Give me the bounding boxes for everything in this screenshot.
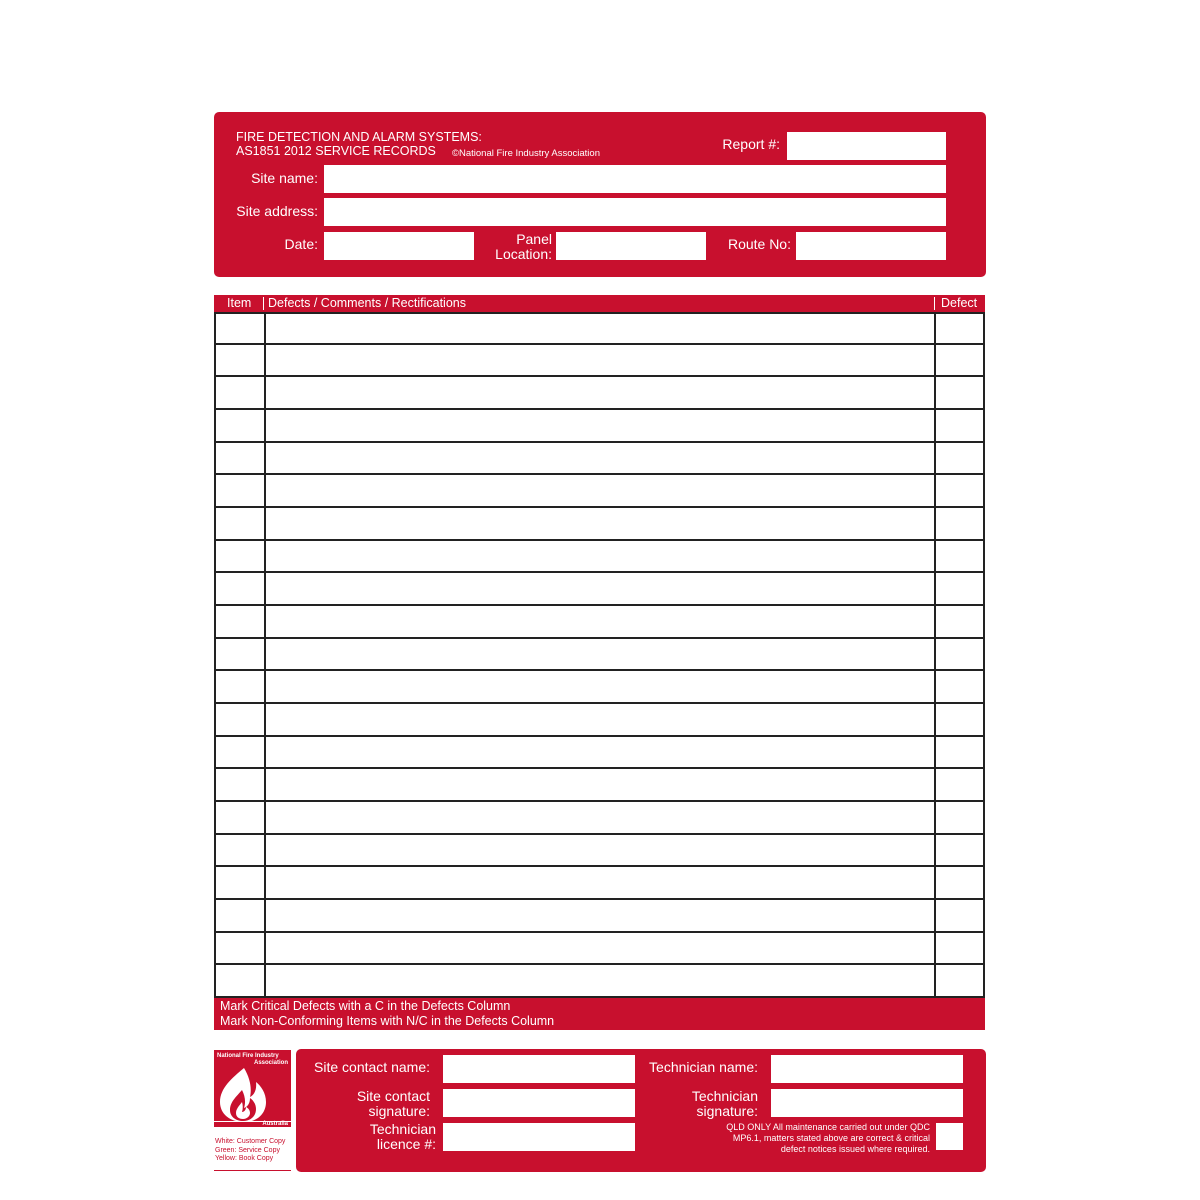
comment-cell[interactable] (264, 606, 934, 637)
item-cell[interactable] (216, 900, 264, 931)
comment-cell[interactable] (264, 345, 934, 376)
site-contact-signature-label-line-1: Site contact (356, 1088, 430, 1104)
defect-cell[interactable] (934, 933, 983, 964)
item-cell[interactable] (216, 639, 264, 670)
table-row (216, 312, 983, 345)
legend-critical-note: Mark Critical Defects with a C in the Defects Column (220, 999, 511, 1013)
item-cell[interactable] (216, 965, 264, 996)
defect-cell[interactable] (934, 541, 983, 572)
item-cell[interactable] (216, 769, 264, 800)
table-row (216, 573, 983, 606)
site-contact-signature-label (357, 1089, 430, 1119)
comment-cell[interactable] (264, 671, 934, 702)
site-address-field[interactable] (324, 198, 946, 226)
form-title-line-2: AS1851 2012 SERVICE RECORDS (236, 144, 436, 158)
comment-cell[interactable] (264, 900, 934, 931)
logo-country: Australia (262, 1121, 288, 1127)
qld-note-line-1: QLD ONLY All maintenance carried out under QDC (726, 1122, 930, 1132)
comment-cell[interactable] (264, 475, 934, 506)
item-cell[interactable] (216, 443, 264, 474)
comment-cell[interactable] (264, 802, 934, 833)
table-row (216, 377, 983, 410)
item-cell[interactable] (216, 475, 264, 506)
copyright-notice: ©National Fire Industry Association (452, 148, 600, 159)
defect-cell[interactable] (934, 965, 983, 996)
technician-licence-label (370, 1122, 436, 1152)
form-title-line-1: FIRE DETECTION AND ALARM SYSTEMS: (236, 130, 482, 144)
item-cell[interactable] (216, 377, 264, 408)
table-row (216, 704, 983, 737)
defect-cell[interactable] (934, 314, 983, 343)
defect-cell[interactable] (934, 835, 983, 866)
qld-confirm-box[interactable] (936, 1123, 963, 1150)
technician-signature-label-line-2: signature: (696, 1103, 758, 1119)
table-header (214, 295, 985, 312)
comment-cell[interactable] (264, 867, 934, 898)
site-contact-signature-label-line-2: signature: (368, 1103, 430, 1119)
table-row (216, 835, 983, 868)
item-cell[interactable] (216, 345, 264, 376)
item-cell[interactable] (216, 704, 264, 735)
table-row (216, 933, 983, 966)
legend-nonconforming-note: Mark Non-Conforming Items with N/C in the Defects Column (220, 1014, 555, 1028)
item-cell[interactable] (216, 573, 264, 604)
comment-cell[interactable] (264, 443, 934, 474)
panel-location-label-line-1: Panel (516, 231, 552, 247)
comment-cell[interactable] (264, 769, 934, 800)
defect-cell[interactable] (934, 737, 983, 768)
defect-cell[interactable] (934, 475, 983, 506)
qld-compliance-note (726, 1122, 930, 1155)
route-no-field[interactable] (796, 232, 946, 260)
header-panel (214, 112, 986, 277)
column-divider (263, 297, 264, 310)
table-row (216, 867, 983, 900)
comment-cell[interactable] (264, 541, 934, 572)
table-row (216, 671, 983, 704)
item-cell[interactable] (216, 508, 264, 539)
site-name-field[interactable] (324, 165, 946, 193)
flame-icon (214, 1064, 274, 1124)
table-row (216, 410, 983, 443)
technician-name-field[interactable] (771, 1055, 963, 1083)
item-cell[interactable] (216, 835, 264, 866)
item-cell[interactable] (216, 671, 264, 702)
signoff-panel (296, 1049, 986, 1172)
table-row (216, 737, 983, 770)
item-cell[interactable] (216, 737, 264, 768)
table-row (216, 508, 983, 541)
item-cell[interactable] (216, 541, 264, 572)
comment-cell[interactable] (264, 573, 934, 604)
defect-cell[interactable] (934, 345, 983, 376)
table-row (216, 606, 983, 639)
defect-cell[interactable] (934, 639, 983, 670)
logo-org-line-1: National Fire Industry (217, 1053, 279, 1059)
site-name-label: Site name: (251, 170, 318, 186)
date-label: Date: (284, 236, 318, 252)
table-row (216, 443, 983, 476)
copy-legend-yellow: Yellow: Book Copy (215, 1155, 274, 1162)
technician-signature-label-line-1: Technician (691, 1088, 758, 1104)
defect-cell[interactable] (934, 508, 983, 539)
comment-cell[interactable] (264, 508, 934, 539)
defect-cell[interactable] (934, 443, 983, 474)
comment-cell[interactable] (264, 835, 934, 866)
table-row (216, 475, 983, 508)
table-row (216, 965, 983, 998)
report-number-label: Report #: (722, 136, 780, 152)
defect-cell[interactable] (934, 867, 983, 898)
defect-cell[interactable] (934, 671, 983, 702)
defect-cell[interactable] (934, 704, 983, 735)
item-cell[interactable] (216, 410, 264, 441)
technician-name-label: Technician name: (649, 1059, 758, 1075)
column-header-defect: Defect (941, 296, 978, 310)
technician-licence-label-line-1: Technician (369, 1121, 436, 1137)
table-row (216, 802, 983, 835)
technician-signature-label (692, 1089, 758, 1119)
column-divider (934, 297, 935, 310)
comment-cell[interactable] (264, 639, 934, 670)
nfia-logo (214, 1050, 291, 1127)
table-row (216, 541, 983, 574)
comment-cell[interactable] (264, 377, 934, 408)
column-header-comments: Defects / Comments / Rectifications (268, 296, 466, 310)
date-field[interactable] (324, 232, 474, 260)
site-address-label: Site address: (236, 203, 318, 219)
comment-cell[interactable] (264, 410, 934, 441)
defect-cell[interactable] (934, 606, 983, 637)
copy-legend-white: White: Customer Copy (215, 1138, 286, 1145)
defect-cell[interactable] (934, 410, 983, 441)
item-cell[interactable] (216, 606, 264, 637)
logo-org-line-2: Association (253, 1060, 288, 1066)
panel-location-field[interactable] (556, 232, 706, 260)
site-contact-name-field[interactable] (443, 1055, 635, 1083)
comment-cell[interactable] (264, 704, 934, 735)
report-number-field[interactable] (787, 132, 946, 160)
table-row (216, 769, 983, 802)
defect-cell[interactable] (934, 802, 983, 833)
comment-cell[interactable] (264, 314, 934, 343)
site-contact-name-label: Site contact name: (314, 1059, 430, 1075)
defect-cell[interactable] (934, 769, 983, 800)
technician-signature-field[interactable] (771, 1089, 963, 1117)
defect-cell[interactable] (934, 900, 983, 931)
copy-legend-green: Green: Service Copy (215, 1146, 280, 1154)
logo-underline (214, 1170, 291, 1171)
item-cell[interactable] (216, 314, 264, 343)
table-row (216, 900, 983, 933)
item-cell[interactable] (216, 867, 264, 898)
site-contact-signature-field[interactable] (443, 1089, 635, 1117)
item-cell[interactable] (216, 802, 264, 833)
comment-cell[interactable] (264, 737, 934, 768)
panel-location-label (495, 232, 552, 262)
table-row (216, 639, 983, 672)
column-header-item: Item (227, 296, 252, 310)
comment-cell[interactable] (264, 965, 934, 996)
defects-table (214, 312, 985, 998)
item-cell[interactable] (216, 933, 264, 964)
panel-location-label-line-2: Location: (495, 246, 552, 262)
defect-cell[interactable] (934, 377, 983, 408)
technician-licence-label-line-2: licence #: (376, 1136, 436, 1152)
comment-cell[interactable] (264, 933, 934, 964)
defect-cell[interactable] (934, 573, 983, 604)
defect-legend (214, 998, 985, 1030)
qld-note-line-3: defect notices issued where required. (780, 1144, 930, 1154)
route-no-label: Route No: (727, 236, 791, 252)
technician-licence-field[interactable] (443, 1123, 635, 1151)
qld-note-line-2: MP6.1, matters stated above are correct & critical (732, 1133, 930, 1143)
table-row (216, 345, 983, 378)
